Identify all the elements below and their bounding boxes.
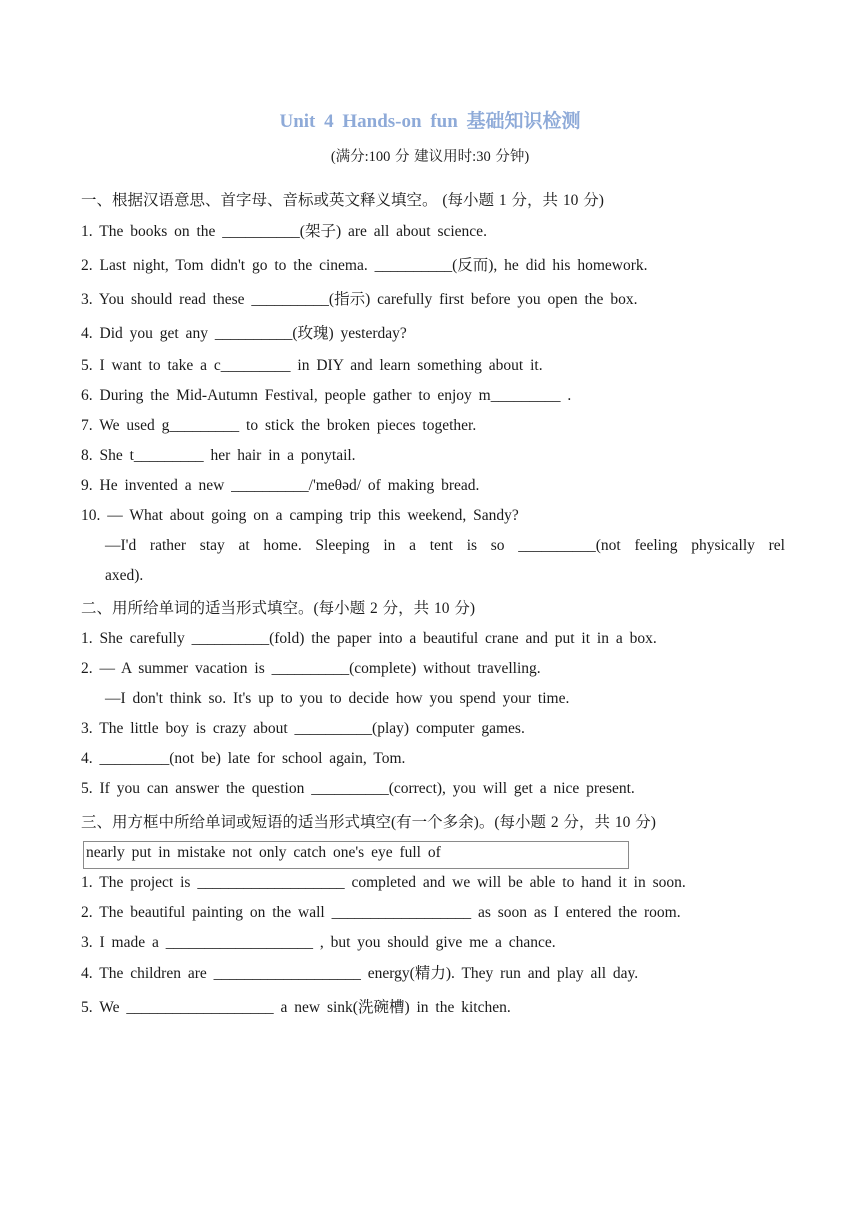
s2-item-2-reply: —I don't think so. It's up to you to decide how you spend your time. xyxy=(105,690,570,707)
s1-item-10-reply: —I'd rather stay at home. Sleeping in a tent is so __________(not feeling physically rel xyxy=(105,537,785,554)
s1-item-4: 4. Did you get any __________(玫瑰) yesterday? xyxy=(81,325,407,342)
s1-item-10: 10. — What about going on a camping trip this weekend, Sandy? xyxy=(81,507,519,524)
s1-item-1: 1. The books on the __________(架子) are all about science. xyxy=(81,223,487,240)
s2-item-2: 2. — A summer vacation is __________(complete) without travelling. xyxy=(81,660,541,677)
s3-item-5: 5. We ___________________ a new sink(洗碗槽) in the kitchen. xyxy=(81,999,511,1016)
word-box: nearly put in mistake not only catch one's eye full of xyxy=(83,841,629,869)
s3-item-2: 2. The beautiful painting on the wall __________________ as soon as I entered the room. xyxy=(81,904,681,921)
section3-heading: 三、用方框中所给单词或短语的适当形式填空(有一个多余)。(每小题 2 分，共 10 分) xyxy=(81,814,656,831)
s1-item-6: 6. During the Mid-Autumn Festival, people gather to enjoy m_________ . xyxy=(81,387,572,404)
s3-item-1: 1. The project is ___________________ completed and we will be able to hand it in soon. xyxy=(81,874,686,891)
page-subtitle: (满分:100 分 建议用时:30 分钟) xyxy=(330,149,530,165)
s3-item-3: 3. I made a ___________________ , but you should give me a chance. xyxy=(81,934,556,951)
page-title: Unit 4 Hands-on fun 基础知识检测 xyxy=(279,111,581,132)
s1-item-5: 5. I want to take a c_________ in DIY and learn something about it. xyxy=(81,357,543,374)
s1-item-2: 2. Last night, Tom didn't go to the cinema. __________(反而), he did his homework. xyxy=(81,257,648,274)
s2-item-1: 1. She carefully __________(fold) the paper into a beautiful crane and put it in a box. xyxy=(81,630,657,647)
s2-item-4: 4. _________(not be) late for school again, Tom. xyxy=(81,750,406,767)
s1-item-8: 8. She t_________ her hair in a ponytail. xyxy=(81,447,356,464)
s2-item-5: 5. If you can answer the question __________(correct), you will get a nice present. xyxy=(81,780,635,797)
section2-heading: 二、用所给单词的适当形式填空。(每小题 2 分，共 10 分) xyxy=(81,600,476,617)
s1-item-3: 3. You should read these __________(指示) carefully first before you open the box. xyxy=(81,291,638,308)
s1-item-9: 9. He invented a new __________/'meθəd/ of making bread. xyxy=(81,477,480,494)
s1-item-10-reply-cont: axed). xyxy=(105,567,144,584)
section1-heading: 一、根据汉语意思、首字母、音标或英文释义填空。 (每小题 1 分，共 10 分) xyxy=(81,192,604,209)
s2-item-3: 3. The little boy is crazy about __________(play) computer games. xyxy=(81,720,525,737)
s1-item-7: 7. We used g_________ to stick the broken pieces together. xyxy=(81,417,477,434)
s3-item-4: 4. The children are ___________________ energy(精力). They run and play all day. xyxy=(81,965,639,982)
